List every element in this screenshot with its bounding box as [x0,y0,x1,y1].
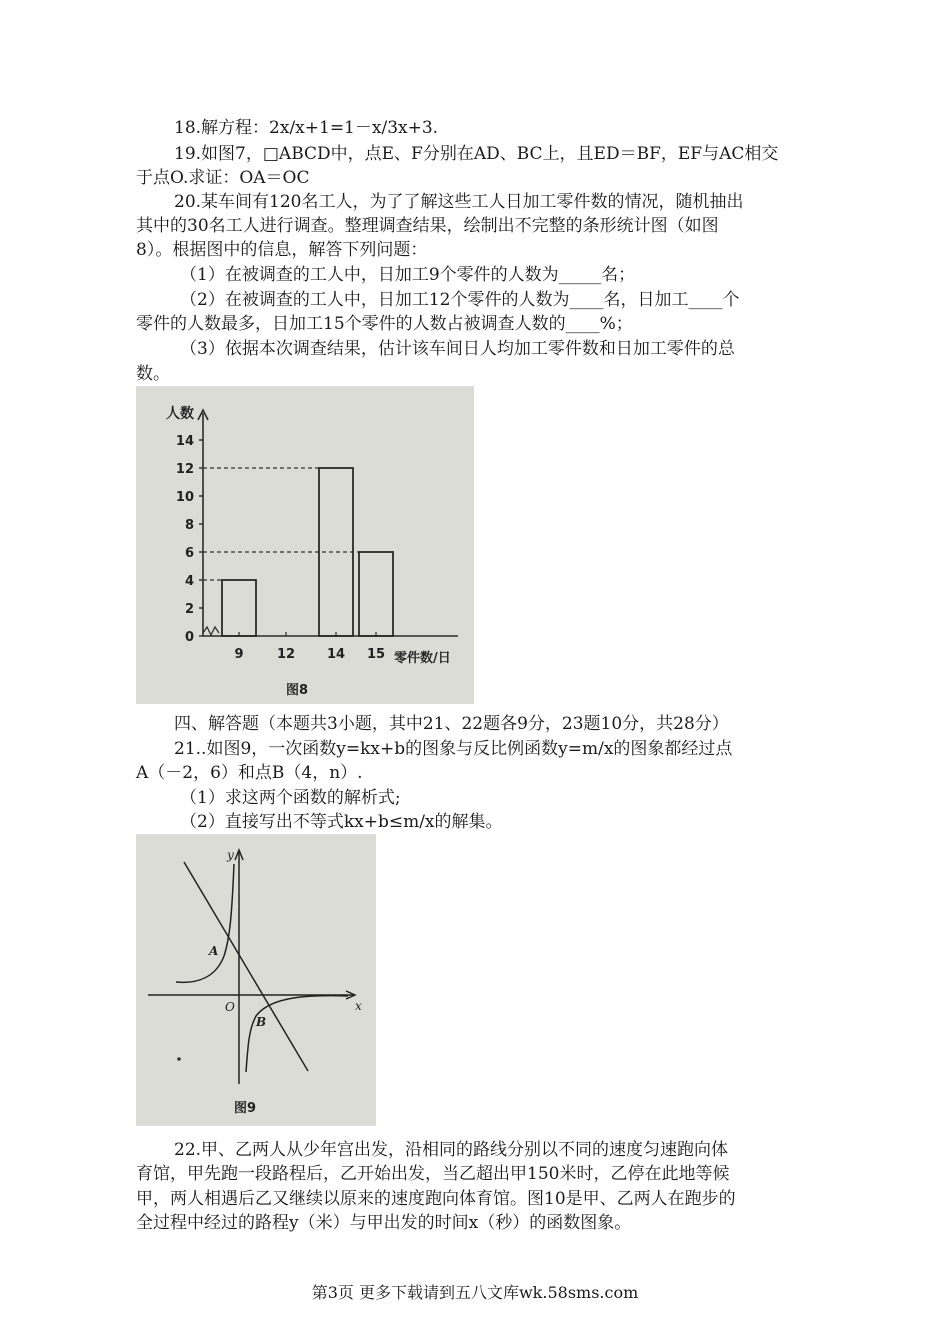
problem-22-line2: 育馆，甲先跑一段路程后，乙开始出发，当乙超出甲150米时，乙停在此地等候 [136,1164,730,1184]
y-tick-label: 12 [175,462,194,477]
problem-21-line2: A（－2，6）和点B（4，n）. [136,763,363,783]
problem-19-line1: 19.如图7，□ABCD中，点E、F分别在AD、BC上，且ED＝BF，EF与AC相交 [174,144,779,164]
figure-caption: 图8 [286,683,309,698]
point-b-label: B [256,1015,267,1029]
problem-22-line4: 全过程中经过的路程y（米）与甲出发的时间x（秒）的函数图象。 [136,1213,632,1233]
problem-21-q2: （2）直接写出不等式kx+b≤m/x的解集。 [180,812,503,832]
y-tick-label: 4 [184,574,194,589]
figure-caption: 图9 [234,1101,257,1116]
y-tick-label: 2 [184,602,194,617]
problem-20-line1: 20.某车间有120名工人，为了了解这些工人日加工零件数的情况，随机抽出 [174,192,744,212]
x-tick-label-14: 14 [326,647,346,662]
x-tick-label-9: 9 [234,647,244,662]
x-tick-label-12: 12 [276,647,296,662]
y-axis-label: y [227,848,234,862]
bar-chart-svg [136,386,474,704]
x-axis-label: x [355,999,362,1013]
problem-22-line1: 22.甲、乙两人从少年宫出发，沿相同的路线分别以不同的速度匀速跑向体 [174,1140,729,1160]
point-a-label: A [209,944,219,958]
figure-8-bar-chart [136,386,474,704]
y-tick-label: 8 [184,518,194,533]
y-axis-label: 人数 [166,406,194,422]
bar-15 [359,552,393,636]
problem-21-q1: （1）求这两个函数的解析式; [180,788,401,808]
y-tick-label: 10 [175,490,194,505]
problem-22-line3: 甲，两人相遇后乙又继续以原来的速度跑向体育馆。图10是甲、乙两人在跑步的 [136,1189,736,1209]
origin-label: O [225,1000,235,1014]
x-axis-label: 零件数/日 [394,651,451,666]
function-graph-svg [136,834,376,1126]
figure-9-graph [136,834,376,1126]
problem-21-line1: 21..如图9，一次函数y=kx+b的图象与反比例函数y=m/x的图象都经过点 [174,739,733,759]
y-tick-label: 14 [175,434,194,449]
problem-19-line2: 于点O.求证：OA＝OC [136,168,310,188]
page-footer: 第3页 更多下载请到五八文库wk.58sms.com [311,1283,639,1302]
problem-20-q3-line2: 数。 [136,364,170,384]
problem-20-q3-line1: （3）依据本次调查结果，估计该车间日人均加工零件数和日加工零件的总 [180,339,735,359]
bar-9 [222,580,256,636]
stray-dot-mark [177,1057,181,1061]
axis-break-mark [203,627,219,635]
problem-20-q2-line2: 零件的人数最多，日加工15个零件的人数占被调查人数的____%； [136,314,633,334]
problem-18: 18.解方程：2x/x+1=1－x/3x+3. [174,118,439,138]
linear-function-line [184,862,308,1071]
problem-20-line3: 8）。根据图中的信息，解答下列问题： [136,240,428,260]
hyperbola-upper-left-branch [176,864,234,982]
y-tick-label: 0 [184,630,194,645]
problem-20-q1: （1）在被调查的工人中，日加工9个零件的人数为_____名； [180,265,636,285]
section-4-heading: 四、解答题（本题共3小题，其中21、22题各9分，23题10分，共28分） [174,714,729,734]
problem-20-q2-line1: （2）在被调查的工人中，日加工12个零件的人数为____名，日加工____个 [180,290,740,310]
x-tick-label-15: 15 [366,647,386,662]
problem-20-line2: 其中的30名工人进行调查。整理调查结果，绘制出不完整的条形统计图（如图 [136,216,719,236]
y-tick-label: 6 [184,546,194,561]
hyperbola-lower-right-branch [246,996,348,1072]
